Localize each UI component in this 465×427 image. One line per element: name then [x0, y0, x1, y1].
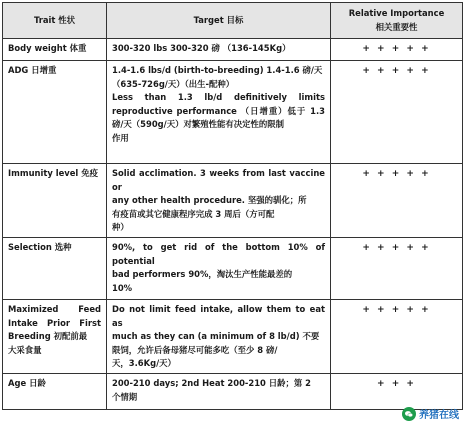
- target-line: reproductive performance （日增重）低于 1.3: [112, 105, 325, 116]
- header-importance-cn: 相关重要性: [375, 21, 418, 32]
- table-row: [3, 164, 463, 238]
- trait-line: Intake Prior First: [8, 317, 101, 328]
- importance-cell: + + + + +: [331, 300, 463, 374]
- trait-cell: ADG 日增重: [3, 61, 107, 164]
- target-line: 1.4-1.6 lbs/d (birth-to-breeding) 1.4-1.6 磅/天: [112, 65, 323, 75]
- target-line: Solid acclimation. 3 weeks from last vaccine or: [112, 168, 325, 192]
- header-importance: [331, 3, 463, 39]
- target-line: （635-726g/天）（出生-配种）: [112, 78, 235, 89]
- trait-line: 大采食量: [8, 344, 42, 355]
- importance-cell: + + + + +: [331, 39, 463, 61]
- table-row: [3, 374, 463, 410]
- table-row: [3, 238, 463, 300]
- target-cell: [107, 164, 331, 238]
- watermark-text: 养猪在线: [419, 410, 459, 421]
- target-line: 90%, to get rid of the bottom 10% of potential: [112, 242, 325, 266]
- header-importance-en: Relative Importance: [348, 7, 445, 18]
- header-trait: Trait 性状: [3, 3, 107, 39]
- target-line: any other health procedure. 坚强的驯化；所: [112, 195, 307, 206]
- target-cell: [107, 238, 331, 300]
- target-line: 200-210 days; 2nd Heat 200-210 日龄；第 2: [112, 378, 312, 389]
- wechat-icon: [402, 407, 416, 421]
- watermark: [402, 406, 459, 421]
- target-line: 种）: [112, 222, 129, 233]
- target-line: 有疫苗或其它健康程序完成 3 周后（方可配: [112, 208, 275, 219]
- trait-line: Maximized Feed: [8, 304, 101, 315]
- target-line: Do not limit feed intake, allow them to eat as: [112, 304, 325, 328]
- target-cell: [107, 300, 331, 374]
- target-line: 10%: [112, 282, 133, 293]
- trait-cell: Age 日龄: [3, 374, 107, 410]
- target-line: much as they can (a minimum of 8 lb/d) 不要: [112, 331, 320, 342]
- target-line: 个情期: [112, 391, 138, 402]
- importance-cell: + + +: [331, 374, 463, 410]
- trait-cell: [3, 300, 107, 374]
- importance-cell: + + + + +: [331, 61, 463, 164]
- target-line: 限饲，允许后备母猪尽可能多吃（至少 8 磅/: [112, 344, 278, 355]
- header-target: Target 目标: [107, 3, 331, 39]
- table-row: [3, 61, 463, 164]
- target-line: 300-320 lbs 300-320 磅 （136-145Kg）: [112, 43, 291, 53]
- target-cell: [107, 374, 331, 410]
- target-line: bad performers 90%，淘汰生产性能最差的: [112, 269, 293, 280]
- trait-target-table: [2, 2, 463, 410]
- target-line: 天，3.6Kg/天）: [112, 358, 176, 369]
- table-row: [3, 39, 463, 61]
- target-cell: [107, 39, 331, 61]
- trait-cell: Immunity level 免疫: [3, 164, 107, 238]
- target-cell: [107, 61, 331, 164]
- importance-cell: + + + + +: [331, 238, 463, 300]
- importance-cell: + + + + +: [331, 164, 463, 238]
- trait-line: Breeding 初配前最: [8, 331, 88, 342]
- table-header-row: [3, 3, 463, 39]
- trait-cell: Body weight 体重: [3, 39, 107, 61]
- trait-cell: Selection 选种: [3, 238, 107, 300]
- target-line: 作用: [112, 133, 129, 144]
- table-row: [3, 300, 463, 374]
- target-line: Less than 1.3 lb/d definitively limits: [112, 92, 325, 103]
- target-line: 磅/天（590g/天）对繁殖性能有决定性的限制: [112, 119, 284, 130]
